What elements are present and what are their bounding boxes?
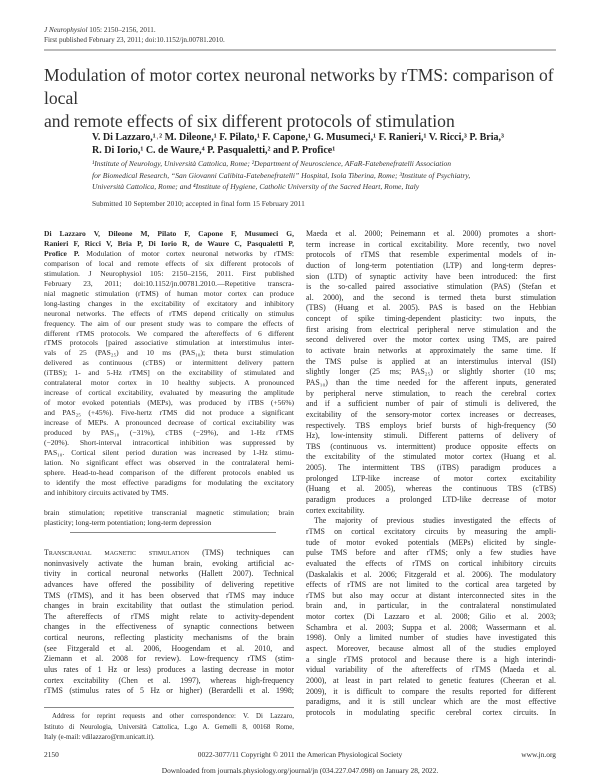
author-line: R. Di Iorio,¹ C. de Waure,⁴ P. Pasqualetti,² and P. Profice¹ (92, 144, 336, 156)
text-line (306, 612, 556, 623)
text: evaluated the effects of rTMS on cortical inhibitory circuits (306, 558, 556, 568)
text-line (44, 654, 294, 665)
text-line (44, 299, 294, 309)
text-line (306, 389, 556, 400)
text: frequency. The aim of our present study was to compare the effects of (44, 318, 294, 328)
text-line: Address for reprint requests and other correspondence: V. Di Lazzaro, (52, 713, 294, 720)
text-line (306, 431, 556, 442)
text: increase of cortical excitability, evaluated by measuring the amplitude (44, 388, 294, 398)
text-line (306, 591, 556, 602)
text: (see Fitzgerald et al. 2006, Hoogendam et al. 2010, and (44, 643, 294, 653)
text-line (306, 452, 556, 463)
text-line (44, 559, 294, 570)
text: is the so-called paired associative stimulation (PAS) (Stefan et (306, 282, 556, 292)
affiliation-line: for Biomedical Research, “San Giovanni Calibita-Fatebenefratelli” Hospital, Isola Tiberina, Rome; ³Institute of Psychiatry, (92, 170, 471, 180)
text-line (44, 329, 294, 339)
text-line (44, 239, 294, 249)
text: pulse TMS before and after rTMS; only a few studies have (306, 548, 556, 558)
text: (TBS) (Huang et al. 2005). PAS is based on the Hebbian (306, 303, 556, 313)
text: noninvasively activate the human brain, evoking artificial ac- (44, 558, 294, 568)
text: to activate brain networks at approximately the same time. If (306, 346, 556, 356)
text-line (44, 418, 294, 428)
text-line (44, 478, 294, 488)
text-line (306, 357, 556, 368)
text: (TMS) techniques can (189, 548, 294, 557)
text-line (306, 293, 556, 304)
text-line (306, 442, 556, 453)
text-line (44, 548, 294, 559)
text: Ziemann et al. 2008 for review). Low-frequency rTMS (stim- (44, 654, 294, 664)
text: and inhibitory circuits activated by TMS. (44, 487, 169, 497)
text: excitability of the sensory-motor cortex increases or decreases, (306, 409, 556, 419)
text-line (306, 633, 556, 644)
text-line (44, 428, 294, 438)
text: motor cortex (Di Lazzaro et al. 2008; Gilio et al. 2003; (306, 612, 556, 622)
bold-text: Di Lazzaro V, Dileone M, Pilato F, Capone F, Musumeci G, (44, 229, 294, 238)
text: comparison of local and remote effects of six different protocols of (44, 258, 294, 268)
text: protocols of rTMS that resemble experimental models of in- (306, 250, 556, 260)
text: duction of long-term potentiation (LTP) and long-term depres- (306, 260, 556, 270)
text: produced by PAS₁₀ (−31%), cTBS (−29%), and 1-Hz rTMS (44, 428, 294, 438)
text-line (44, 338, 294, 348)
text: sphere. Head-to-head comparison of the different protocols enabled us (44, 467, 294, 477)
text: rTMS protocols [paired associative stimulation at interstimulus inter- (44, 338, 294, 348)
copyright-notice: 0022-3077/11 Copyright © 2011 the American Physiological Society (197, 750, 403, 759)
text-line (44, 398, 294, 408)
text-line (306, 399, 556, 410)
text-line (306, 314, 556, 325)
text-line (44, 279, 294, 289)
text: cortex excitability (Chen et al. 1997), whereas high-frequency (44, 675, 294, 685)
text-line (44, 601, 294, 612)
text: brain and, in particular, in the contralateral nonstimulated (306, 601, 556, 611)
text: and PAS₂₅ (+45%). Five-hertz rTMS did not produce a significant (44, 408, 294, 418)
journal-website-link[interactable]: www.jn.org (521, 750, 556, 759)
text-line (306, 665, 556, 676)
text: changes in brain excitability that outlast the stimulation period. (44, 601, 294, 611)
text-line (44, 633, 294, 644)
introduction-right-column (306, 229, 556, 718)
text: protocols in modulating specific cerebral cortex circuits. In (306, 707, 556, 717)
text-line (44, 378, 294, 388)
text: PAS₁₀. Cortical silent period duration was increased by 1-Hz stimu- (44, 447, 294, 457)
text: advances have offered the possibility of delivering repetitive (44, 579, 294, 589)
author-list (92, 132, 562, 157)
introduction-left-column (44, 548, 294, 697)
text: PAS₁₀) than the time needed for the afferent inputs, generated (306, 377, 556, 387)
text: (Huang et al. 2005), whereas the continuous TBS (cTBS) (306, 484, 556, 494)
text: TMS (rTMS), and it has been observed that rTMS may induce (44, 590, 294, 600)
article-title (44, 64, 564, 133)
text-line (306, 495, 556, 506)
text-line (306, 229, 556, 240)
text-line (306, 676, 556, 687)
abstract-divider (70, 532, 276, 533)
text: effects of rTMS are not limited to the cortical area targeted by (306, 580, 556, 590)
text: to identify the most effective paradigms for modulating the excitatory (44, 477, 294, 487)
text-line (44, 612, 294, 623)
text: aspect. Moreover, because almost all of the studies employed (306, 643, 556, 653)
text: prolonged LTP-like increase of motor cortex excitability (306, 473, 556, 483)
text-line (44, 269, 294, 279)
journal-name: J Neurophysiol (44, 26, 88, 34)
text: of motor evoked potentials (MEPs), was produced by iTBS (+56%) (44, 398, 294, 408)
text-line (44, 622, 294, 633)
text: tivity in cortical neuronal networks (Hallett 2007). Technical (44, 569, 294, 579)
text-line (306, 644, 556, 655)
text: February 23, 2011; doi:10.1152/jn.00781.2010.—Repetitive transcra- (44, 278, 294, 288)
text: paradigm produces a prolonged LTD-like decrease of motor (306, 495, 556, 505)
text: lation. No significant effect was observed in the contralateral hemi- (44, 457, 294, 467)
text: delivered as continuous (cTBS) or intermittent delivery pattern (44, 358, 294, 368)
text-line (306, 240, 556, 251)
text-line (44, 348, 294, 358)
text: The majority of previous studies investigated the effects of (314, 516, 556, 526)
text-line (306, 601, 556, 612)
text: (−20%). Short-interval intracortical inhibition was suppressed by (44, 438, 294, 448)
title-line: and remote effects of six different protocols of stimulation (44, 111, 455, 131)
text-line (306, 623, 556, 634)
text-line (44, 665, 294, 676)
text-line (306, 410, 556, 421)
text: long-lasting changes in the excitability of excitatory and inhibitory (44, 298, 294, 308)
text-line (44, 569, 294, 580)
text-line (44, 368, 294, 378)
text-line (306, 548, 556, 559)
download-notice: Downloaded from journals.physiology.org/journal/jn (034.227.047.098) on January 28, 2022. (161, 766, 439, 775)
text: Schambra et al. 2003; Suppa et al. 2008; Wassermann et al. (306, 622, 556, 632)
text-line (44, 686, 294, 697)
text: ulus rates of 1 Hz or less) produces a lasting decrease in motor (44, 665, 294, 675)
journal-header (44, 26, 225, 45)
text: 2000), at least in part related to genetic features (Cheeran et al. (306, 675, 556, 685)
text: rTMS on cortical excitatory circuits by measuring the ampli- (306, 526, 556, 536)
keywords (44, 508, 294, 528)
text: neuronal networks. The effects of rTMS depend critically on stimulus (44, 308, 294, 318)
text: and if a sufficient number of pair of stimuli is delivered, the (306, 399, 556, 409)
text-line (44, 358, 294, 368)
text-line (306, 346, 556, 357)
text-line (306, 506, 556, 517)
text-line (306, 516, 556, 527)
text: term increase in cortical excitability. More recently, two novel (306, 239, 556, 249)
text-line (306, 250, 556, 261)
text: 1998). Only a limited number of studies have investigated this (306, 633, 556, 643)
text: the TMS pulse is applied at an interstimulus interval (ISI) (306, 356, 556, 366)
text: 2009), it is difficult to compare the results reported for different (306, 686, 556, 696)
text-line (44, 259, 294, 269)
text: vals of 25 (PAS₂₅) and 10 ms (PAS₁₀); theta burst stimulation (44, 348, 294, 358)
text: (Daskalakis et al. 2006; Fitzgerald et al. 2006). The modulatory (306, 569, 556, 579)
text-line: Italy (e-mail: vdilazzaro@rm.unicatt.it). (44, 734, 155, 742)
text: vidual variability of the aftereffects of rTMS (Maeda et al. (306, 665, 556, 675)
affiliation-line: Università Cattolica, Rome; and ⁴Institute of Hygiene, Catholic University of the Sacred Heart, Rome, Italy (92, 182, 420, 191)
text-line (44, 488, 294, 498)
text: rTMS but also may occur at distant interconnected sites in the (306, 590, 556, 600)
text: Hz), low-intensity stimuli. Different patterns of delivery of (306, 431, 556, 441)
correspondence-footnote (44, 712, 294, 744)
text-line (44, 448, 294, 458)
title-line: Modulation of motor cortex neuronal networks by rTMS: comparison of local (44, 65, 554, 108)
text-line (306, 378, 556, 389)
text-line (306, 538, 556, 549)
text-line (306, 559, 556, 570)
text: contralateral motor cortex in 10 healthy subjects. A pronounced (44, 378, 294, 388)
text-line (306, 580, 556, 591)
text-line (306, 655, 556, 666)
text: second delivered over the motor cortex using TMS, are paired (306, 335, 556, 345)
text: stimulation. J Neurophysiol 105: 2150–2156, 2011. First published (44, 268, 294, 278)
text-line (306, 282, 556, 293)
text: a single rTMS protocol and because there is a high interindi- (306, 654, 556, 664)
text-line (306, 474, 556, 485)
text: slightly longer (25 ms; PAS₂₅) or slightly shorter (10 ms; (306, 367, 556, 377)
affiliation-line: ¹Institute of Neurology, Università Cattolica, Rome; ²Department of Neuroscience, AFaR-Fatebenefratelli Association (92, 159, 452, 168)
text-line (44, 580, 294, 591)
text: changes in the effectiveness of synaptic connections between (44, 622, 294, 632)
text: tude of motor evoked potentials (MEPs) elicited by single- (306, 537, 556, 547)
text-line (306, 272, 556, 283)
text: concept of spike timing-dependent plasticity: two inputs, the (306, 314, 556, 324)
text-line (44, 309, 294, 319)
text-line: plasticity; long-term potentiation; long-term depression (44, 517, 212, 527)
text: nial magnetic stimulation (rTMS) of human motor cortex can produce (44, 288, 294, 298)
text: cortical neurons, reflecting plasticity mechanisms of the brain (44, 633, 294, 643)
text-line (306, 484, 556, 495)
page-number: 2150 (44, 750, 59, 759)
text-line (306, 421, 556, 432)
publication-info: First published February 23, 2011; doi:10.1152/jn.00781.2010. (44, 35, 225, 44)
bold-text: Profice P. (44, 248, 80, 258)
abstract (44, 229, 294, 498)
bold-text: Ranieri F, Ricci V, Bria P, Di Iorio R, de Waure C, Pasqualetti P, (44, 238, 294, 248)
text-line (306, 325, 556, 336)
text-line (306, 367, 556, 378)
affiliations (92, 158, 562, 193)
text-line (44, 644, 294, 655)
text: first arising from electrical peripheral nerve stimulation and the (306, 324, 556, 334)
text-line (44, 319, 294, 329)
text: respectively. TBS employs brief bursts of high-frequency (50 (306, 420, 556, 430)
text: 2005). The intermittent TBS (iTBS) paradigm produces a (306, 463, 556, 473)
text: paradigms, and it is still unclear which are the most effective (306, 697, 556, 707)
text-line (306, 570, 556, 581)
text: TBS (continuous vs. intermittent) produce opposite effects on (306, 441, 556, 451)
text-line (44, 408, 294, 418)
text-line (306, 687, 556, 698)
text: al. 2000), and the second is termed theta burst stimulation (306, 292, 556, 302)
text-line (306, 708, 556, 719)
text-line (306, 335, 556, 346)
text-line (44, 388, 294, 398)
text-line (44, 229, 294, 239)
text: Maeda et al. 2000; Peinemann et al. 2000) promotes a short- (306, 229, 556, 238)
text: Modulation of motor cortex neuronal networks by rTMS: (79, 248, 294, 258)
text: The aftereffects of rTMS might relate to activity-dependent (44, 611, 294, 621)
text-line (44, 438, 294, 448)
text: different rTMS protocols. We compared the aftereffects of 6 different (44, 328, 294, 338)
submission-dates: Submitted 10 September 2010; accepted in final form 15 February 2011 (92, 199, 305, 208)
text: rTMS (stimulus rates of 5 Hz or higher) (Berardelli et al. 1998; (44, 686, 294, 696)
text-line (306, 697, 556, 708)
text-line: brain stimulation; repetitive transcranial magnetic stimulation; brain (44, 508, 294, 517)
text: by peripheral nerve stimulation, to reach the cerebral cortex (306, 388, 556, 398)
text-line (44, 591, 294, 602)
text-line (306, 261, 556, 272)
text-line: Istituto di Neurologia, Università Cattolica, L.go A. Gemelli 8, 00168 Rome, (44, 723, 294, 731)
text: cortex excitability. (306, 505, 365, 515)
text-line (44, 289, 294, 299)
text-line (306, 303, 556, 314)
header-divider (44, 49, 556, 51)
text: sion (LTD) of synaptic activity have been introduced: the first (306, 271, 556, 281)
text-line (306, 527, 556, 538)
footnote-divider (44, 707, 294, 708)
text: (iTBS); 1- and 5-Hz rTMS] on the excitability of stimulated and (44, 368, 294, 378)
text-line (306, 463, 556, 474)
text-line (44, 249, 294, 259)
author-line: V. Di Lazzaro,¹˒² M. Dileone,¹ F. Pilato,¹ F. Capone,¹ G. Musumeci,¹ F. Ranieri,¹ V. Ricci,³ P. Bria,³ (92, 132, 504, 143)
text-line (44, 676, 294, 687)
text-line (44, 458, 294, 468)
journal-citation: 105: 2150–2156, 2011. (89, 26, 156, 34)
text: the excitability of the stimulated motor cortex (Huang et al. (306, 452, 556, 462)
text: increase of MEPs. A pronounced decrease of cortical excitability was (44, 418, 294, 428)
small-caps-text: Transcranial magnetic stimulation (44, 548, 190, 557)
text-line (44, 468, 294, 478)
